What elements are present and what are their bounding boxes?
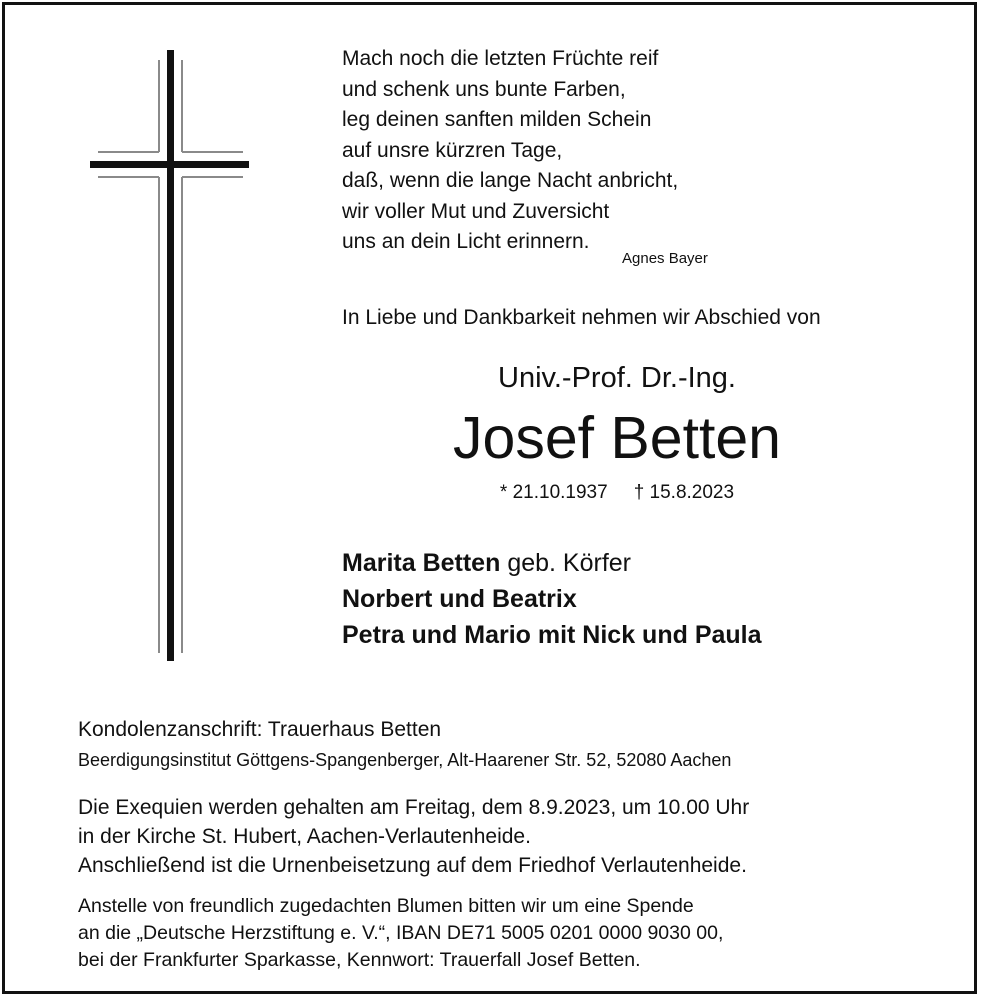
- poem-line: auf unsre kürzren Tage,: [342, 138, 563, 162]
- poem-line: leg deinen sanften milden Schein: [342, 108, 652, 131]
- donation-line: an die „Deutsche Herzstiftung e. V.“, IBAN DE71 5005 0201 0000 9030 00,: [78, 922, 724, 944]
- poem-line: uns an dein Licht erinnern.: [342, 230, 590, 253]
- cross-icon: [88, 48, 253, 663]
- poem-line: daß, wenn die lange Nacht anbricht,: [342, 169, 679, 192]
- academic-title: Univ.-Prof. Dr.-Ing.: [498, 362, 736, 394]
- death-date: † 15.8.2023: [633, 482, 735, 503]
- mourner-name: Marita Betten: [342, 549, 501, 577]
- service-info: [78, 793, 749, 880]
- mourners: [342, 545, 762, 653]
- farewell-intro: In Liebe und Dankbarkeit nehmen wir Abschied von: [342, 306, 821, 329]
- donation-info: [78, 893, 723, 974]
- birth-date: * 21.10.1937: [499, 482, 608, 503]
- mourner-line: [342, 545, 762, 581]
- donation-line: bei der Frankfurter Sparkasse, Kennwort: Trauerfall Josef Betten.: [78, 949, 641, 971]
- condolence-heading: Kondolenzanschrift: Trauerhaus Betten: [78, 718, 442, 741]
- mourner-line: Norbert und Beatrix: [342, 585, 577, 613]
- service-line: Anschließend ist die Urnenbeisetzung auf dem Friedhof Verlautenheide.: [78, 854, 747, 877]
- poem-line: wir voller Mut und Zuversicht: [342, 199, 610, 223]
- poem-line: und schenk uns bunte Farben,: [342, 77, 626, 101]
- poem: [342, 44, 678, 258]
- mourner-line: Petra und Mario mit Nick und Paula: [342, 621, 762, 649]
- poem-line: Mach noch die letzten Früchte reif: [342, 47, 659, 70]
- mourner-maiden-name: geb. Körfer: [507, 549, 632, 577]
- service-line: in der Kirche St. Hubert, Aachen-Verlautenheide.: [78, 825, 531, 848]
- poem-author: Agnes Bayer: [622, 250, 708, 267]
- donation-line: Anstelle von freundlich zugedachten Blumen bitten wir um eine Spende: [78, 895, 694, 917]
- service-line: Die Exequien werden gehalten am Freitag, dem 8.9.2023, um 10.00 Uhr: [78, 796, 750, 819]
- condolence-address: Beerdigungsinstitut Göttgens-Spangenberger, Alt-Haarener Str. 52, 52080 Aachen: [78, 750, 732, 770]
- life-dates: [342, 482, 892, 504]
- deceased-name: Josef Betten: [453, 405, 781, 471]
